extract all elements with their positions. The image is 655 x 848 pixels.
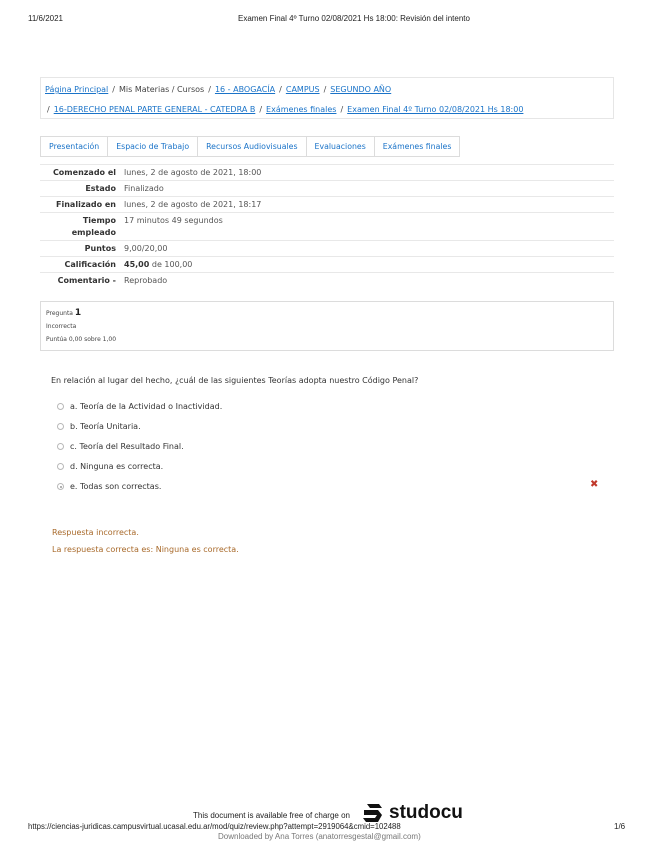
breadcrumb-my-courses: Mis Materias / Cursos xyxy=(118,85,205,94)
breadcrumb-abogacia-link[interactable]: 16 - ABOGACÍA xyxy=(214,85,276,94)
breadcrumb-finals-link[interactable]: Exámenes finales xyxy=(266,105,337,114)
studocu-s-icon xyxy=(360,802,386,824)
question-status: Incorrecta xyxy=(46,323,77,330)
summary-row-started: Comenzado el lunes, 2 de agosto de 2021, 18:00 xyxy=(40,164,614,180)
radio-button[interactable] xyxy=(57,443,64,450)
grade-value: 45,00 xyxy=(124,260,150,269)
feedback-correct-answer: La respuesta correcta es: Ninguna es correcta. xyxy=(52,545,239,554)
breadcrumb: Página Principal / Mis Materias / Cursos / 16 - ABOGACÍA / CAMPUS / SEGUNDO AÑO / 16-DERECHO PENAL PARTE GENERAL - CATEDRA B / Exámenes finales / Examen Final 4º Turno 02/08/2021 Hs 18:00 xyxy=(40,77,614,119)
radio-button[interactable] xyxy=(57,403,64,410)
answer-option-a[interactable]: a. Teoría de la Actividad o Inactividad. xyxy=(57,402,222,411)
tab-examenes-finales[interactable]: Exámenes finales xyxy=(374,136,461,157)
breadcrumb-course-link[interactable]: 16-DERECHO PENAL PARTE GENERAL - CATEDRA B xyxy=(53,105,256,114)
footer-available-text: This document is available free of charge on xyxy=(193,811,350,820)
question-number: 1 xyxy=(74,308,82,318)
breadcrumb-campus-link[interactable]: CAMPUS xyxy=(285,85,320,94)
footer-url: https://ciencias-juridicas.campusvirtual.ucasal.edu.ar/mod/quiz/review.php?attempt=2919064&cmid=102488 xyxy=(28,822,401,831)
studocu-logo xyxy=(360,802,463,824)
print-title: Examen Final 4º Turno 02/08/2021 Hs 18:00: Revisión del intento xyxy=(238,14,470,23)
answer-option-e[interactable]: e. Todas son correctas. xyxy=(57,482,161,491)
answer-option-b[interactable]: b. Teoría Unitaria. xyxy=(57,422,141,431)
print-date: 11/6/2021 xyxy=(28,14,63,23)
attempt-summary xyxy=(40,164,614,288)
breadcrumb-exam-link[interactable]: Examen Final 4º Turno 02/08/2021 Hs 18:00 xyxy=(347,105,524,114)
footer-downloaded-by: Downloaded by Ana Torres (anatorresgestal@gmail.com) xyxy=(218,832,421,841)
grade-suffix: de 100,00 xyxy=(151,260,193,269)
question-text: En relación al lugar del hecho, ¿cuál de las siguientes Teorías adopta nuestro Código Penal? xyxy=(51,376,419,385)
course-tabs xyxy=(40,136,459,157)
summary-row-points: Puntos 9,00/20,00 xyxy=(40,240,614,256)
feedback-incorrect: Respuesta incorrecta. xyxy=(52,528,139,537)
tab-recursos-audiovisuales[interactable]: Recursos Audiovisuales xyxy=(197,136,306,157)
tab-evaluaciones[interactable]: Evaluaciones xyxy=(306,136,375,157)
question-label: Pregunta xyxy=(46,310,73,317)
summary-row-grade: Calificación 45,00 de 100,00 xyxy=(40,256,614,272)
summary-row-state: Estado Finalizado xyxy=(40,180,614,196)
studocu-brand: studocu xyxy=(389,802,463,823)
answer-option-d[interactable]: d. Ninguna es correcta. xyxy=(57,462,163,471)
summary-row-comment: Comentario - Reprobado xyxy=(40,272,614,288)
question-score: Puntúa 0,00 sobre 1,00 xyxy=(46,336,117,343)
tab-presentacion[interactable]: Presentación xyxy=(40,136,108,157)
radio-button[interactable] xyxy=(57,423,64,430)
radio-button[interactable] xyxy=(57,463,64,470)
incorrect-x-icon: ✖ xyxy=(590,479,599,490)
question-info xyxy=(40,301,614,351)
radio-button-selected[interactable] xyxy=(57,483,64,490)
summary-row-time: Tiempo empleado 17 minutos 49 segundos xyxy=(40,212,614,240)
tab-espacio-de-trabajo[interactable]: Espacio de Trabajo xyxy=(107,136,198,157)
summary-row-finished: Finalizado en lunes, 2 de agosto de 2021, 18:17 xyxy=(40,196,614,212)
answer-option-c[interactable]: c. Teoría del Resultado Final. xyxy=(57,442,184,451)
footer-page-number: 1/6 xyxy=(614,822,626,831)
breadcrumb-home-link[interactable]: Página Principal xyxy=(45,85,109,94)
breadcrumb-segundo-anio-link[interactable]: SEGUNDO AÑO xyxy=(330,85,392,94)
